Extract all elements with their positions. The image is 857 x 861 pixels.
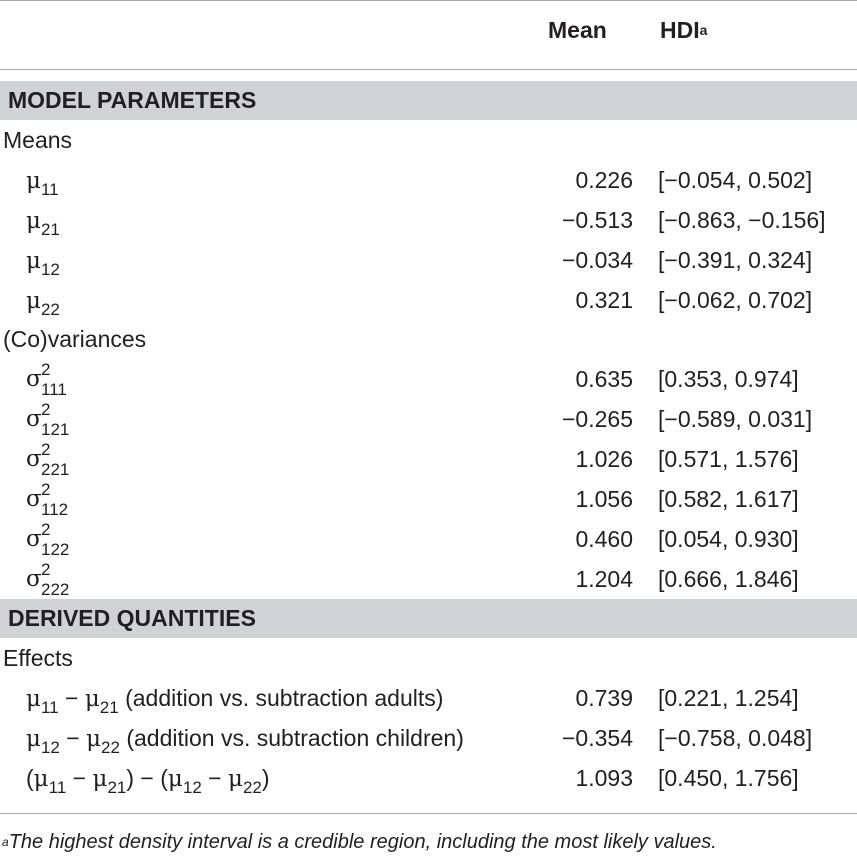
parameter-label bbox=[26, 280, 60, 323]
minus-sign: − bbox=[58, 685, 85, 711]
sigma-symbol: σ bbox=[26, 366, 42, 392]
superscript: 2 bbox=[41, 440, 51, 459]
mu-symbol: μ bbox=[26, 168, 41, 194]
hdi-value: [−0.391, 0.324] bbox=[658, 247, 813, 273]
open-paren: ( bbox=[26, 765, 34, 791]
hdi-value: [−0.054, 0.502] bbox=[658, 167, 813, 193]
table-top-rule bbox=[0, 0, 857, 1]
column-header-hdi bbox=[660, 17, 707, 44]
hdi-value: [0.221, 1.254] bbox=[658, 685, 799, 711]
mu-symbol: μ bbox=[26, 726, 41, 752]
table-row bbox=[0, 200, 857, 240]
mean-value: −0.354 bbox=[562, 725, 633, 751]
subscript: 222 bbox=[41, 580, 70, 599]
hdi-footnote-mark: a bbox=[699, 22, 708, 38]
subscript: 11 bbox=[40, 698, 59, 717]
footnote bbox=[2, 831, 717, 854]
middle-operator: − ( bbox=[134, 765, 168, 791]
mean-value: 1.026 bbox=[575, 446, 633, 472]
mean-value: −0.513 bbox=[562, 207, 633, 233]
hdi-value: [0.450, 1.756] bbox=[658, 765, 799, 791]
parameter-label bbox=[26, 359, 82, 399]
superscript: 2 bbox=[41, 480, 51, 499]
sigma-symbol: σ bbox=[26, 406, 42, 432]
close-paren: ) bbox=[261, 765, 270, 791]
section-title: MODEL PARAMETERS bbox=[8, 87, 257, 113]
minus-sign: − bbox=[59, 725, 87, 751]
table-row bbox=[0, 718, 857, 758]
parameter-label bbox=[26, 479, 82, 519]
mean-value: 1.056 bbox=[575, 486, 633, 512]
section-band-derived-quantities bbox=[0, 599, 857, 638]
subscript: 22 bbox=[101, 738, 120, 757]
subscript: 122 bbox=[41, 540, 70, 559]
hdi-value: [0.353, 0.974] bbox=[658, 366, 799, 392]
subscript: 12 bbox=[182, 778, 202, 797]
mu-symbol: μ bbox=[84, 686, 100, 712]
mean-value: 0.460 bbox=[575, 526, 633, 552]
sigma-symbol: σ bbox=[26, 566, 42, 592]
hdi-value: [0.582, 1.617] bbox=[658, 486, 799, 512]
effect-label bbox=[26, 678, 443, 721]
group-row-covariances bbox=[0, 319, 857, 359]
mean-value: 0.321 bbox=[575, 287, 633, 313]
mu-symbol: μ bbox=[26, 248, 41, 274]
table-row bbox=[0, 160, 857, 200]
table-row bbox=[0, 519, 857, 559]
table-row bbox=[0, 678, 857, 718]
superscript: 2 bbox=[41, 520, 51, 539]
mean-value: 1.204 bbox=[575, 566, 633, 592]
table-bottom-rule bbox=[0, 813, 857, 814]
effect-label bbox=[26, 718, 464, 761]
mu-symbol: μ bbox=[92, 766, 108, 792]
column-header-mean: Mean bbox=[548, 17, 607, 43]
hdi-value: [−0.589, 0.031] bbox=[658, 406, 813, 432]
superscript: 2 bbox=[41, 360, 51, 379]
subscript: 21 bbox=[40, 220, 60, 239]
header-rule bbox=[0, 69, 857, 70]
parameter-label bbox=[26, 399, 82, 439]
sigma-symbol: σ bbox=[26, 446, 42, 472]
hdi-label: HDI bbox=[660, 17, 700, 43]
hdi-value: [0.666, 1.846] bbox=[658, 566, 799, 592]
subscript: 21 bbox=[99, 698, 119, 717]
sigma-symbol: σ bbox=[26, 526, 42, 552]
hdi-value: [−0.863, −0.156] bbox=[658, 207, 826, 233]
parameter-label bbox=[26, 200, 60, 243]
parameter-label bbox=[26, 240, 60, 283]
hdi-value: [0.054, 0.930] bbox=[658, 526, 799, 552]
parameter-label bbox=[26, 160, 59, 203]
subscript: 21 bbox=[107, 778, 127, 797]
footnote-mark: a bbox=[2, 835, 9, 849]
subscript: 121 bbox=[41, 420, 70, 439]
group-row-means bbox=[0, 120, 857, 160]
mean-value: −0.265 bbox=[562, 406, 633, 432]
minus-sign: − bbox=[201, 765, 229, 791]
superscript: 2 bbox=[41, 400, 51, 419]
subscript: 22 bbox=[242, 778, 262, 797]
table-row bbox=[0, 359, 857, 399]
table-row bbox=[0, 559, 857, 599]
subscript: 221 bbox=[41, 460, 70, 479]
mu-symbol: μ bbox=[26, 288, 41, 314]
table-row bbox=[0, 439, 857, 479]
section-band-model-parameters bbox=[0, 81, 857, 120]
subscript: 12 bbox=[40, 738, 60, 757]
table-row bbox=[0, 399, 857, 439]
hdi-value: [−0.758, 0.048] bbox=[658, 725, 813, 751]
mu-symbol: μ bbox=[26, 686, 41, 712]
hdi-value: [0.571, 1.576] bbox=[658, 446, 799, 472]
parameter-label bbox=[26, 519, 82, 559]
effect-description: (addition vs. subtraction adults) bbox=[118, 685, 444, 711]
subscript: 111 bbox=[41, 380, 67, 399]
mu-symbol: μ bbox=[86, 726, 102, 752]
subscript: 11 bbox=[40, 180, 59, 199]
mu-symbol: μ bbox=[33, 766, 49, 792]
table-row bbox=[0, 240, 857, 280]
table-row bbox=[0, 758, 857, 798]
subscript: 12 bbox=[40, 260, 60, 279]
mean-value: −0.034 bbox=[562, 247, 633, 273]
mean-value: 0.635 bbox=[575, 366, 633, 392]
minus-sign: − bbox=[66, 765, 93, 791]
hdi-value: [−0.062, 0.702] bbox=[658, 287, 813, 313]
group-row-effects bbox=[0, 638, 857, 678]
parameter-label bbox=[26, 559, 82, 599]
table-row bbox=[0, 280, 857, 320]
group-label: Effects bbox=[3, 645, 73, 671]
group-label: (Co)variances bbox=[3, 326, 147, 352]
subscript: 112 bbox=[41, 500, 69, 519]
footnote-text: The highest density interval is a credible region, including the most likely values. bbox=[8, 831, 717, 853]
subscript: 11 bbox=[48, 778, 67, 797]
subscript: 22 bbox=[40, 300, 60, 319]
parameter-label bbox=[26, 439, 82, 479]
mu-symbol: μ bbox=[26, 208, 41, 234]
close-paren: ) bbox=[126, 765, 135, 791]
group-label: Means bbox=[3, 127, 73, 153]
section-title: DERIVED QUANTITIES bbox=[8, 605, 256, 631]
mean-value: 0.226 bbox=[575, 167, 633, 193]
mean-value: 1.093 bbox=[575, 765, 633, 791]
mu-symbol: μ bbox=[167, 766, 183, 792]
effect-description: (addition vs. subtraction children) bbox=[119, 725, 464, 751]
mu-symbol: μ bbox=[228, 766, 243, 792]
sigma-symbol: σ bbox=[26, 486, 42, 512]
effect-label bbox=[26, 758, 270, 801]
mean-value: 0.739 bbox=[575, 685, 633, 711]
table-row bbox=[0, 479, 857, 519]
superscript: 2 bbox=[41, 560, 51, 579]
